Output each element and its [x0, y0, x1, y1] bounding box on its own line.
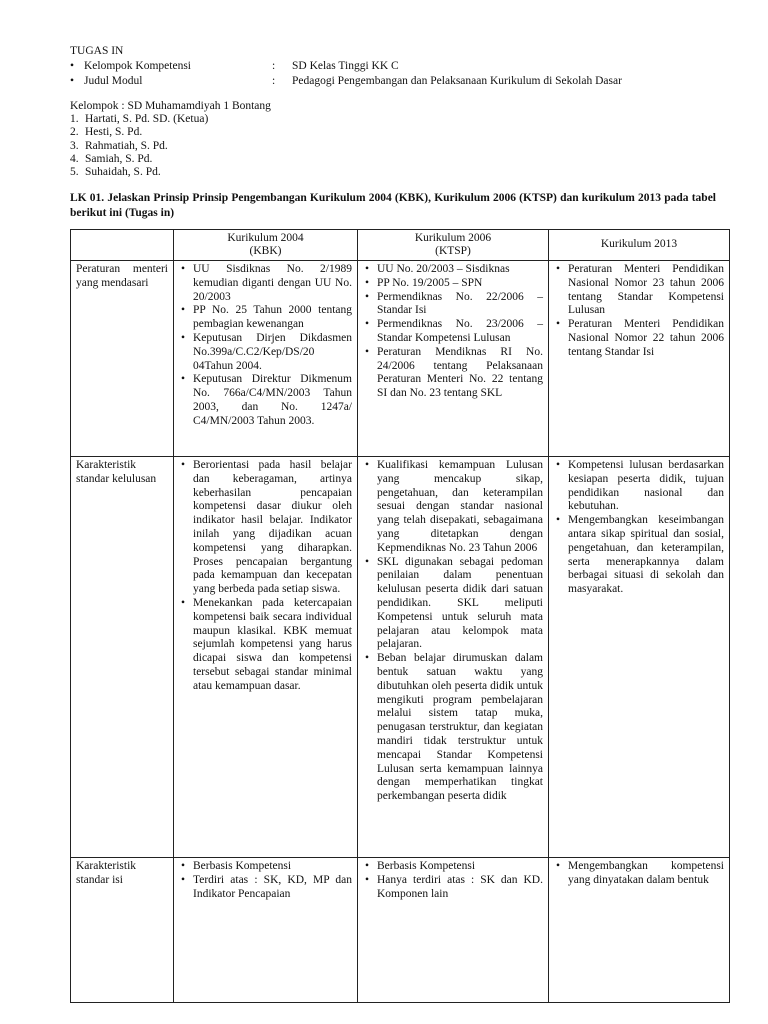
header-value: Pedagogi Pengembangan dan Pelaksanaan Kurikulum di Sekolah Dasar — [292, 75, 622, 87]
table-row — [71, 858, 730, 1003]
header-cell-ktsp — [358, 230, 549, 261]
list-item: • Hanya terdiri atas : SK dan KD. Komponen lain — [363, 874, 543, 902]
list-item: • Mengembangkan kompetensi yang dinyatakan dalam bentuk — [554, 860, 724, 888]
kbk-cell — [174, 457, 358, 858]
list-item: • Keputusan Direktur Dikmenum No. 766a/C4/MN/2003 Tahun 2003, dan No. 1247a/ C4/MN/2003 Tahun 2003. — [179, 373, 352, 428]
table-header-row — [71, 230, 730, 261]
list-item: • Beban belajar dirumuskan dalam bentuk satuan waktu yang dibutuhkan oleh peserta didik untuk mengikuti program pembelajaran melalui sistem tatap muka, penugasan terstruktur, dan kegiatan mandiri tidak terstruktur untuk mencapai Standar Kompetensi Lulusan serta kemampuan lainnya dengan memperhatikan tingkat perkembangan peserta didik — [363, 652, 543, 804]
assignment-header — [70, 45, 730, 90]
list-item: • UU Sisdiknas No. 2/1989 kemudian diganti dengan UU No. 20/2003 — [179, 263, 352, 304]
header-colon: : — [272, 75, 276, 87]
row-label-cell: Karakteristik standar isi — [71, 858, 174, 1003]
bullet-list — [179, 459, 352, 694]
list-item: • Mengembangkan keseimbangan antara sikap spiritual dan sosial, pengetahuan, dan keterampilan, serta menerapkannya dalam berbagai situasi di sekolah dan masyarakat. — [554, 514, 724, 597]
kbk-cell — [174, 858, 358, 1003]
group-section — [70, 100, 670, 179]
header-row-module — [70, 75, 730, 90]
list-item: • Berbasis Kompetensi — [179, 860, 352, 874]
list-item: • Permendiknas No. 23/2006 – Standar Kompetensi Lulusan — [363, 318, 543, 346]
list-item: • Kualifikasi kemampuan Lulusan yang mencakup sikap, pengetahuan, dan keterampilan sesuai dengan standar nasional yang telah disepakati, sebagaimana yang ditetapkan dengan Kepmendiknas No. 23 Tahun 2006 — [363, 459, 543, 556]
task-instruction — [70, 191, 716, 221]
header-value: SD Kelas Tinggi KK C — [292, 60, 399, 72]
bullet-list — [179, 860, 352, 901]
bullet-list — [363, 459, 543, 804]
header-line: (KBK) — [249, 245, 282, 257]
ktsp-cell — [358, 457, 549, 858]
table-row — [71, 457, 730, 858]
k13-cell — [549, 858, 730, 1003]
curriculum-comparison-table — [70, 229, 730, 1003]
member-item: Samiah, S. Pd. — [85, 152, 153, 165]
kbk-cell — [174, 261, 358, 457]
list-item: • Menekankan pada ketercapaian kompetensi baik secara individual maupun klasikal. KBK memuat sejumlah kompetensi yang harus dicapai siswa dan kompetensi tersebut sebagai standar minimal atau kemampuan dasar. — [179, 597, 352, 694]
header-label: Judul Modul — [84, 75, 143, 87]
member-item: Rahmatiah, S. Pd. — [85, 139, 168, 152]
header-cell-empty — [71, 230, 174, 261]
group-heading: Kelompok : SD Muhamamdiyah 1 Bontang — [70, 100, 271, 112]
row-label-cell: Peraturan menteri yang mendasari — [71, 261, 174, 457]
bullet-list — [554, 860, 724, 888]
bullet-list — [363, 860, 543, 901]
list-item: • UU No. 20/2003 – Sisdiknas — [363, 263, 543, 277]
bullet-icon: • — [70, 60, 75, 72]
bullet-list — [179, 263, 352, 429]
bullet-list — [554, 459, 724, 597]
member-item: Suhaidah, S. Pd. — [85, 165, 161, 178]
header-row-competency — [70, 60, 730, 75]
k13-cell — [549, 457, 730, 858]
header-cell-k13 — [549, 230, 730, 261]
member-item: Hartati, S. Pd. SD. (Ketua) — [85, 113, 209, 126]
list-item: • Peraturan Menteri Pendidikan Nasional Nomor 22 tahun 2006 tentang Standar Isi — [554, 318, 724, 359]
table-row — [71, 261, 730, 457]
list-item: • SKL digunakan sebagai pedoman penilaian dalam penentuan kelulusan peserta didik dari satuan pendidikan. SKL meliputi Kompetensi untuk seluruh mata pelajaran atau kelompok mata pelajaran. — [363, 556, 543, 653]
list-item: • Terdiri atas : SK, KD, MP dan Indikator Pencapaian — [179, 874, 352, 902]
header-colon: : — [272, 60, 276, 72]
assignment-title: TUGAS IN — [70, 45, 124, 57]
list-item: • Permendiknas No. 22/2006 – Standar Isi — [363, 291, 543, 319]
list-item: • Berorientasi pada hasil belajar dan keberagaman, artinya keberhasilan pencapaian kompetensi dasar diukur oleh indikator hasil belajar. Indikator inilah yang dijadikan acuan kompetensi yang diharapkan. Proses pencapaian bergantung pada kemampuan dan kecepatan yang berbeda pada setiap siswa. — [179, 459, 352, 597]
list-item: • Peraturan Mendiknas RI No. 24/2006 tentang Pelaksanaan Peraturan Menteri No. 22 tentang SI dan No. 23 tentang SKL — [363, 346, 543, 401]
list-item: • PP No. 25 Tahun 2000 tentang pembagian kewenangan — [179, 304, 352, 332]
header-line: Kurikulum 2013 — [600, 238, 678, 251]
task-text: LK 01. Jelaskan Prinsip Prinsip Pengembangan Kurikulum 2004 (KBK), Kurikulum 2006 (KTSP) dan kurikulum 2013 pada tabel berikut ini (Tugas in) — [70, 192, 716, 219]
list-item: • Peraturan Menteri Pendidikan Nasional Nomor 23 tahun 2006 tentang Standar Kompetensi Lulusan — [554, 263, 724, 318]
list-item: • Keputusan Dirjen Dikdasmen No.399a/C.C2/Kep/DS/20 04Tahun 2004. — [179, 332, 352, 373]
ktsp-cell — [358, 858, 549, 1003]
list-item: • PP No. 19/2005 – SPN — [363, 277, 543, 291]
header-line: Kurikulum 2004 — [227, 231, 304, 244]
bullet-list — [554, 263, 724, 360]
k13-cell — [549, 261, 730, 457]
member-item: Hesti, S. Pd. — [85, 126, 143, 139]
list-item: • Kompetensi lulusan berdasarkan kesiapan peserta didik, tujuan pendidikan nasional dan kebutuhan. — [554, 459, 724, 514]
bullet-list — [363, 263, 543, 401]
member-list — [70, 113, 670, 179]
header-line: Kurikulum 2006 — [414, 231, 492, 244]
bullet-icon: • — [70, 75, 75, 87]
ktsp-cell — [358, 261, 549, 457]
list-item: • Berbasis Kompetensi — [363, 860, 543, 874]
header-label: Kelompok Kompetensi — [84, 60, 191, 72]
header-cell-kbk — [174, 230, 358, 261]
row-label-cell: Karakteristik standar kelulusan — [71, 457, 174, 858]
header-line: (KTSP) — [435, 245, 471, 257]
